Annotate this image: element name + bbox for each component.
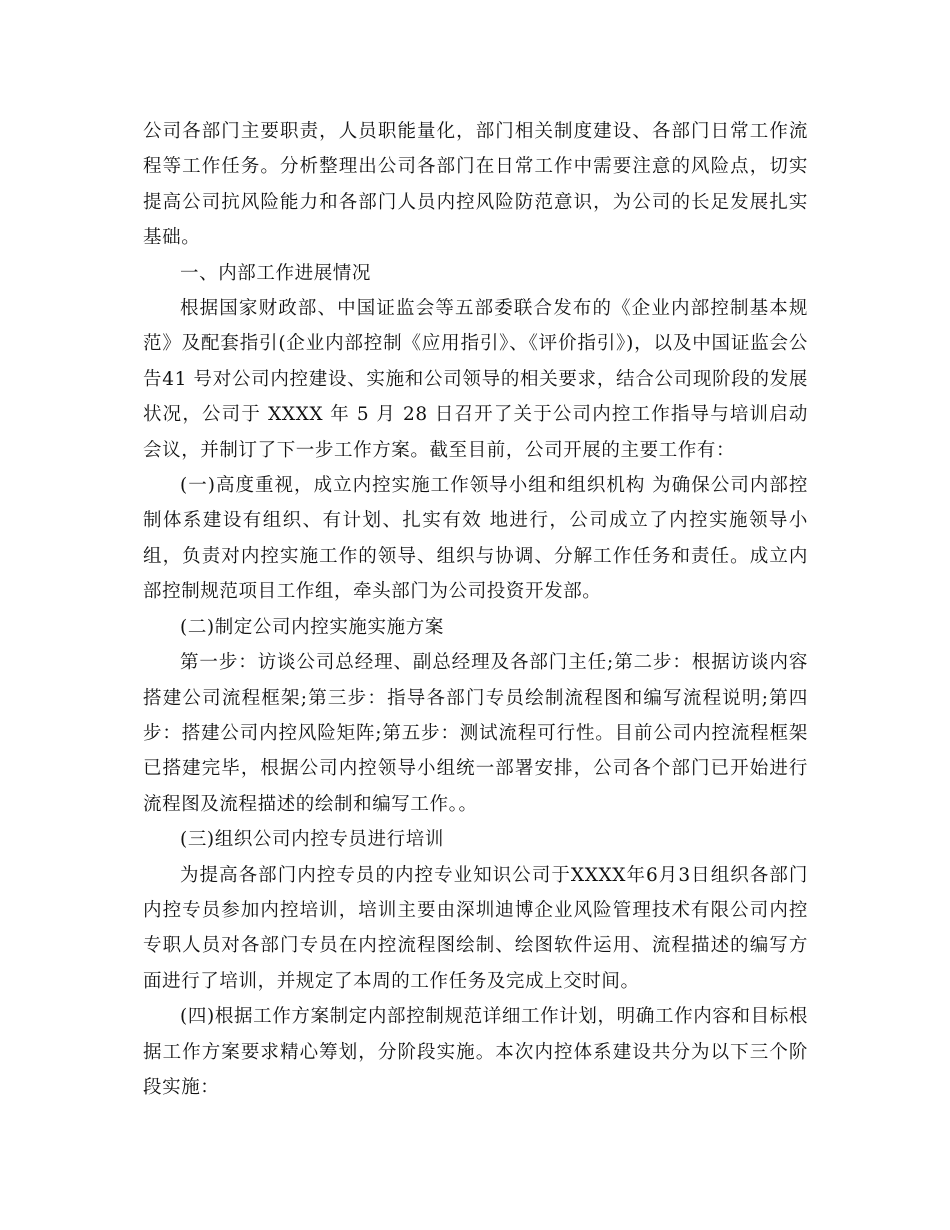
subheading-item-three: (三)组织公司内控专员进行培训	[180, 829, 444, 851]
paragraph-background: 根据国家财政部、中国证监会等五部委联合发布的《企业内部控制基本规范》及配套指引(企业内部控制《应用指引》、《评价指引》)，以及中国证监会公告41 号对公司内控建设、实施和公司领导的相关要求，结合公司现阶段的发展状况，公司于 XXXX 年 5 月 28 日召开了关于公司内控工作指导与培训启动会议，并制订了下一步工作方案。截至目前，公司开展的主要工作有：	[143, 298, 808, 461]
paragraph-item-four: (四)根据工作方案制定内部控制规范详细工作计划，明确工作内容和目标根据工作方案要求精心筹划，分阶段实施。本次内控体系建设共分为以下三个阶段实施：	[143, 1006, 808, 1098]
paragraph-training: 为提高各部门内控专员的内控专业知识公司于XXXX年6月3日组织各部门内控专员参加内控培训，培训主要由深圳迪博企业风险管理技术有限公司内控专职人员对各部门专员在内控流程图绘制、绘图软件运用、流程描述的编写方面进行了培训，并规定了本周的工作任务及完成上交时间。	[143, 864, 808, 992]
paragraph-steps: 第一步：访谈公司总经理、副总经理及各部门主任;第二步：根据访谈内容搭建公司流程框架;第三步：指导各部门专员绘制流程图和编写流程说明;第四步：搭建公司内控风险矩阵;第五步：测试流程可行性。目前公司内控流程框架已搭建完毕，根据公司内控领导小组统一部署安排，公司各个部门已开始进行流程图及流程描述的绘制和编写工作。。	[143, 652, 808, 815]
section-heading-internal-progress: 一、内部工作进展情况	[180, 262, 372, 284]
paragraph-item-one: (一)高度重视，成立内控实施工作领导小组和组织机构 为确保公司内部控制体系建设有组织、有计划、扎实有效 地进行，公司成立了内控实施领导小组，负责对内控实施工作的领导、组织与协调、分解工作任务和责任。成立内部控制规范项目工作组，牵头部门为公司投资开发部。	[143, 475, 808, 603]
document-body	[143, 114, 808, 1105]
subheading-item-two: (二)制定公司内控实施实施方案	[180, 616, 444, 638]
paragraph-intro-continuation: 公司各部门主要职责，人员职能量化，部门相关制度建设、各部门日常工作流程等工作任务。分析整理出公司各部门在日常工作中需要注意的风险点，切实提高公司抗风险能力和各部门人员内控风险防范意识，为公司的长足发展扎实基础。	[143, 121, 808, 249]
